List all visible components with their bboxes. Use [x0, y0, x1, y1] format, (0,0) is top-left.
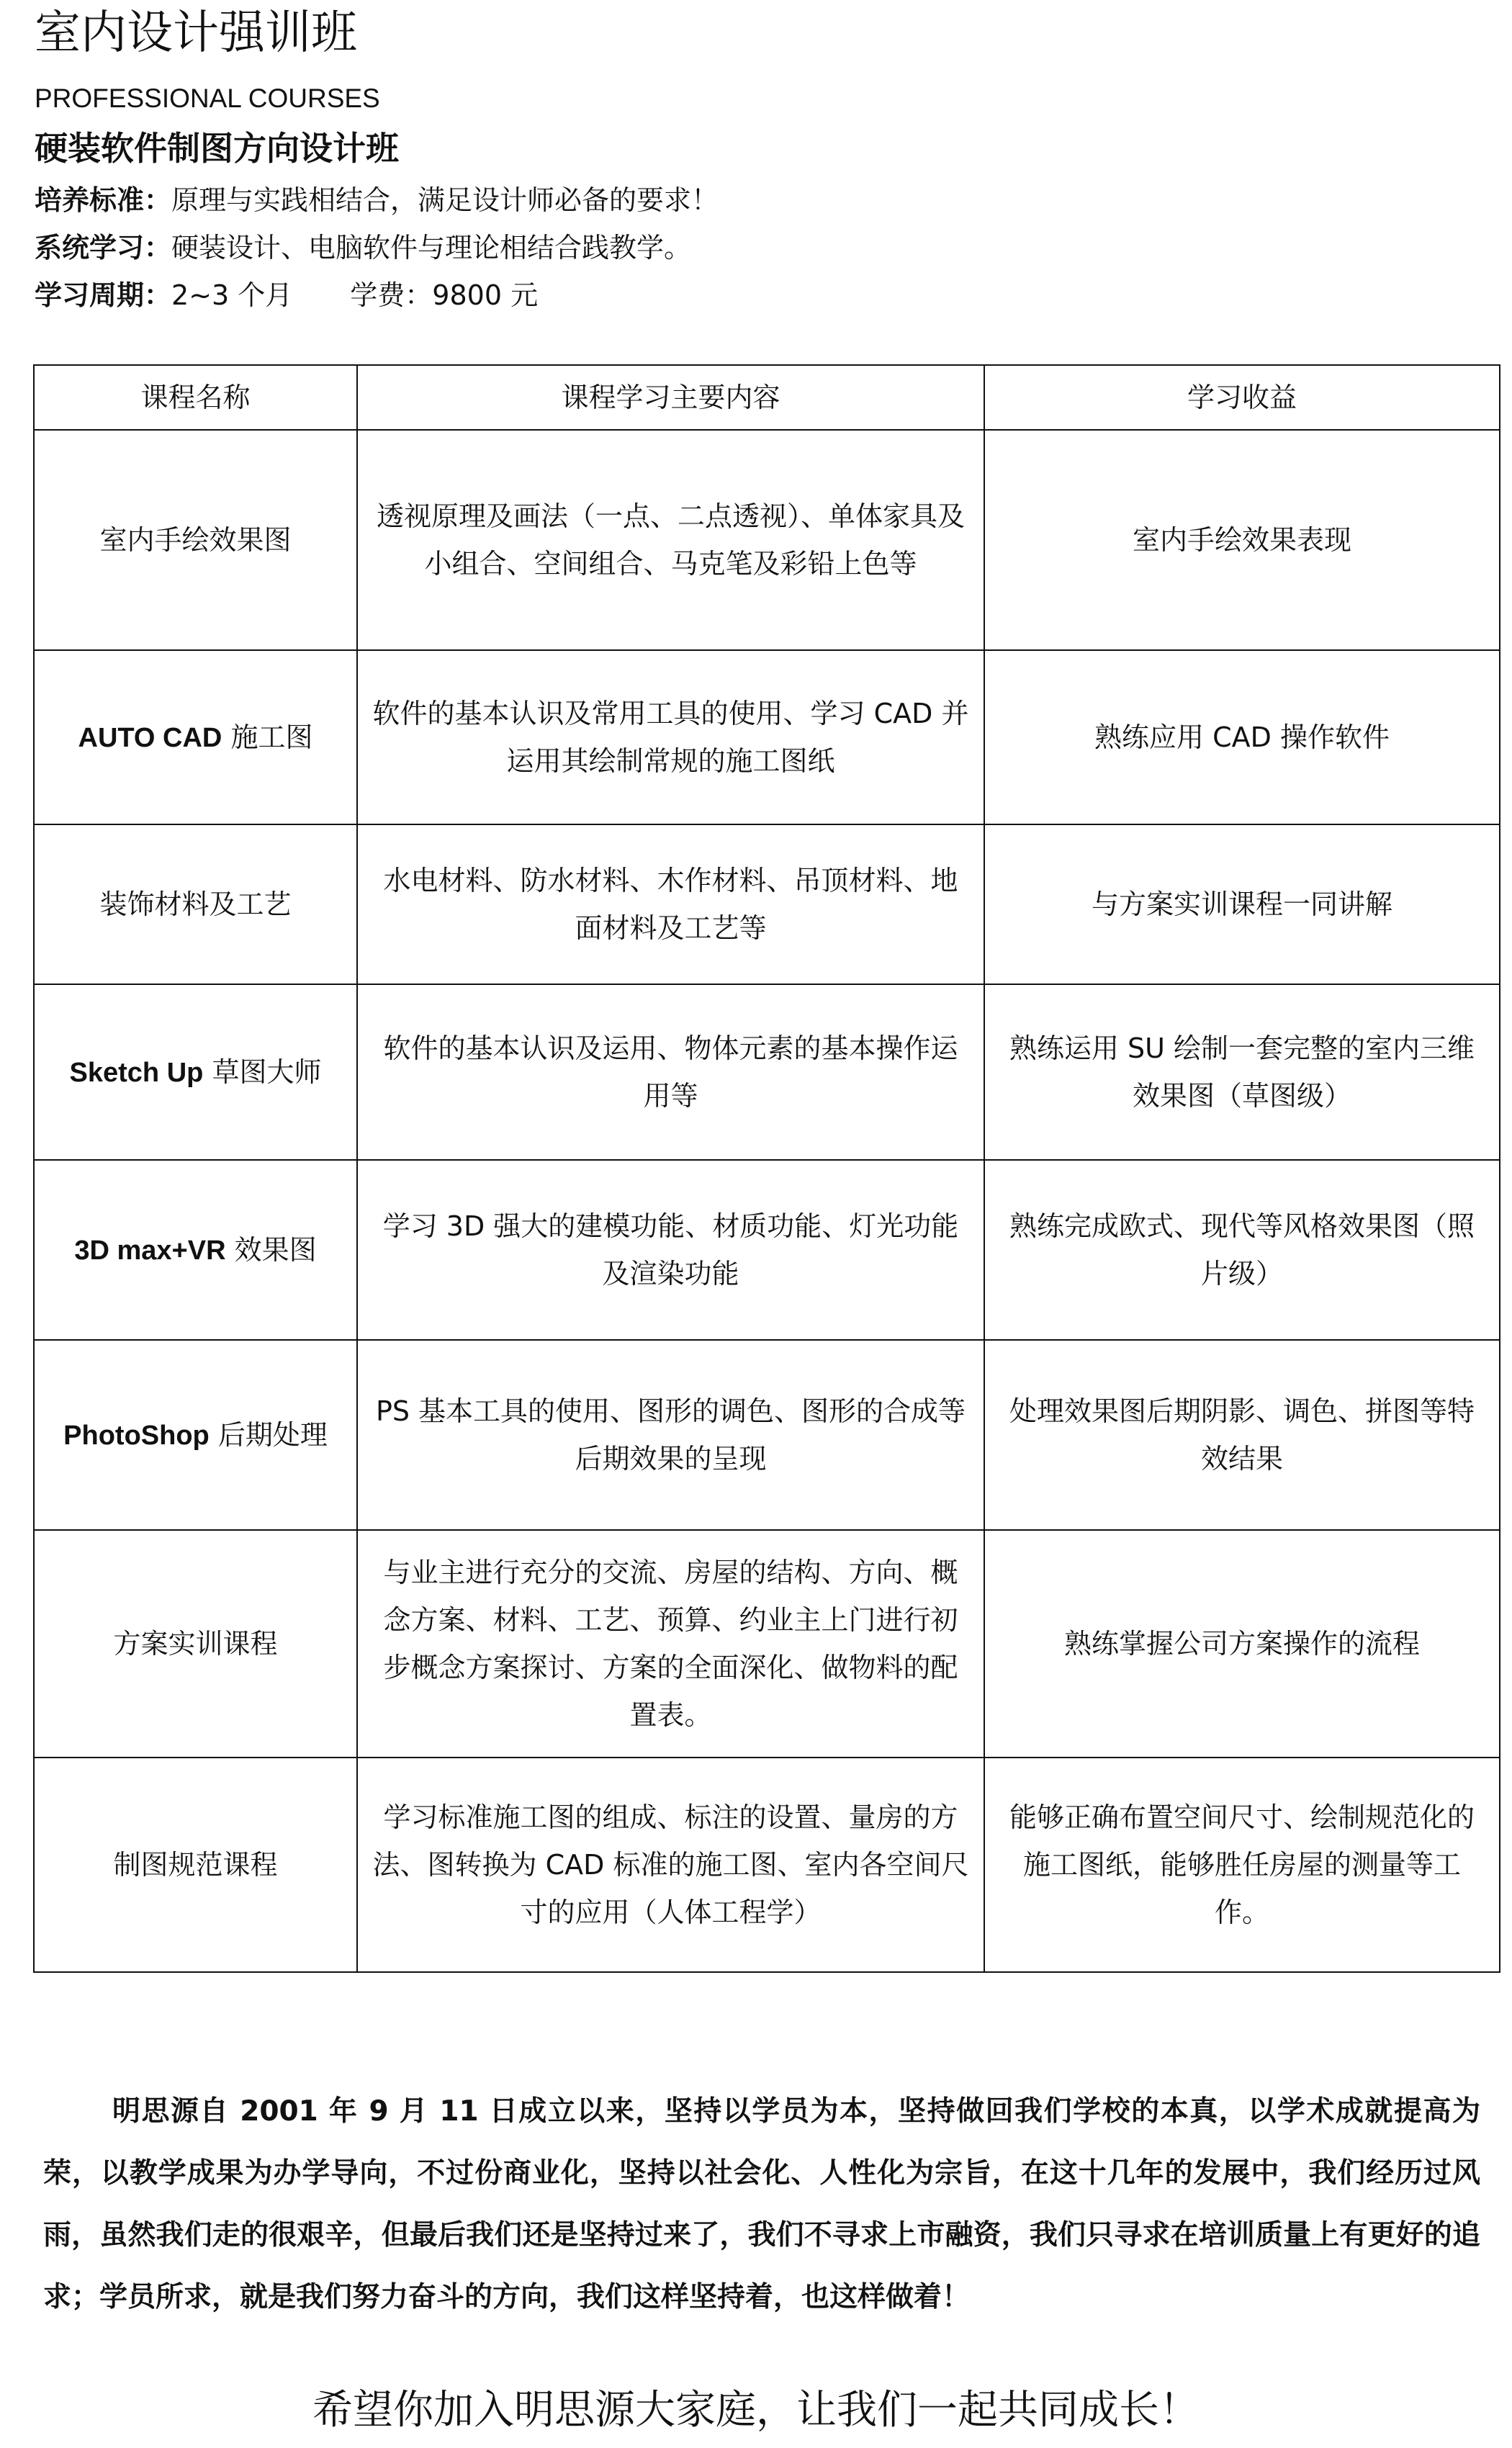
course-benefit-cell: 熟练掌握公司方案操作的流程	[984, 1530, 1500, 1758]
study-period-value: 2~3 个月	[171, 279, 293, 311]
course-name-cn: 效果图	[225, 1233, 317, 1266]
course-content-cell: 水电材料、防水材料、木作材料、吊顶材料、地面材料及工艺等	[357, 824, 984, 984]
table-row	[34, 984, 1500, 1160]
course-name-en: 3D max+VR	[74, 1235, 226, 1266]
course-content-cell: 软件的基本认识及运用、物体元素的基本操作运用等	[357, 984, 984, 1160]
table-row	[34, 650, 1500, 824]
course-name-en: AUTO CAD	[78, 722, 222, 753]
period-fee-line	[35, 275, 538, 315]
course-name-cell	[34, 1160, 357, 1340]
course-name-heading: 硬装软件制图方向设计班	[35, 129, 399, 168]
course-name-cn: 制图规范课程	[113, 1848, 278, 1881]
table-row	[34, 824, 1500, 984]
table-row	[34, 1758, 1500, 1972]
school-introduction-paragraph: 明思源自 2001 年 9 月 11 日成立以来，坚持以学员为本，坚持做回我们学校的本真，以学术成就提高为荣，以教学成果为办学导向，不过份商业化，坚持以社会化、人性化为宗旨，在这十几年的发展中，我们经历过风雨，虽然我们走的很艰辛，但最后我们还是坚持过来了，我们不寻求上市融资，我们只寻求在培训质量上有更好的追求；学员所求，就是我们努力奋斗的方向，我们这样坚持着，也这样做着！	[43, 2095, 1480, 2313]
course-name-cn: 后期处理	[209, 1418, 328, 1451]
course-name-cell	[34, 1530, 357, 1758]
course-benefit-cell: 与方案实训课程一同讲解	[984, 824, 1500, 984]
training-standard-line	[35, 180, 719, 220]
table-row	[34, 1160, 1500, 1340]
course-name-en: PhotoShop	[63, 1420, 210, 1451]
course-name-cell	[34, 650, 357, 824]
course-name-cn: 施工图	[222, 721, 313, 753]
column-header-benefit: 学习收益	[984, 365, 1500, 430]
system-study-line	[35, 228, 691, 268]
closing-slogan: 希望你加入明思源大家庭，让我们一起共同成长！	[312, 2387, 1200, 2434]
course-content-cell: 与业主进行充分的交流、房屋的结构、方向、概念方案、材料、工艺、预算、约业主上门进行初步概念方案探讨、方案的全面深化、做物料的配置表。	[357, 1530, 984, 1758]
course-name-cn: 方案实训课程	[113, 1627, 278, 1660]
course-benefit-cell: 能够正确布置空间尺寸、绘制规范化的施工图纸，能够胜任房屋的测量等工作。	[984, 1758, 1500, 1972]
course-name-cell	[34, 1340, 357, 1530]
subtitle-english: PROFESSIONAL COURSES	[35, 84, 380, 113]
training-standard-text: 原理与实践相结合，满足设计师必备的要求！	[171, 184, 719, 216]
course-table	[33, 364, 1500, 1973]
tuition-fee: 学费：9800 元	[350, 279, 539, 311]
column-header-course: 课程名称	[34, 365, 357, 430]
course-content-cell: 学习标准施工图的组成、标注的设置、量房的方法、图转换为 CAD 标准的施工图、室内各空间尺寸的应用（人体工程学）	[357, 1758, 984, 1972]
table-row	[34, 430, 1500, 650]
course-name-cell	[34, 1758, 357, 1972]
course-content-cell: 软件的基本认识及常用工具的使用、学习 CAD 并运用其绘制常规的施工图纸	[357, 650, 984, 824]
course-benefit-cell: 熟练完成欧式、现代等风格效果图（照片级）	[984, 1160, 1500, 1340]
course-content-cell: 透视原理及画法（一点、二点透视）、单体家具及小组合、空间组合、马克笔及彩铅上色等	[357, 430, 984, 650]
course-benefit-cell: 熟练运用 SU 绘制一套完整的室内三维效果图（草图级）	[984, 984, 1500, 1160]
course-name-cn: 草图大师	[203, 1056, 322, 1088]
course-name-en: Sketch Up	[69, 1057, 204, 1088]
system-study-text: 硬装设计、电脑软件与理论相结合践教学。	[171, 232, 692, 264]
course-name-cn: 室内手绘效果图	[99, 523, 292, 556]
course-name-cell	[34, 984, 357, 1160]
table-header-row	[34, 365, 1500, 430]
training-standard-label: 培养标准：	[35, 184, 172, 216]
course-name-cell	[34, 824, 357, 984]
course-content-cell: PS 基本工具的使用、图形的调色、图形的合成等后期效果的呈现	[357, 1340, 984, 1530]
course-content-cell: 学习 3D 强大的建模功能、材质功能、灯光功能及渲染功能	[357, 1160, 984, 1340]
course-name-cell	[34, 430, 357, 650]
study-period-label: 学习周期：	[35, 279, 172, 311]
course-benefit-cell: 处理效果图后期阴影、调色、拼图等特效结果	[984, 1340, 1500, 1530]
course-name-cn: 装饰材料及工艺	[99, 888, 292, 920]
system-study-label: 系统学习：	[35, 232, 172, 264]
page-title: 室内设计强训班	[35, 6, 357, 60]
table-row	[34, 1340, 1500, 1530]
course-benefit-cell: 室内手绘效果表现	[984, 430, 1500, 650]
course-benefit-cell: 熟练应用 CAD 操作软件	[984, 650, 1500, 824]
column-header-content: 课程学习主要内容	[357, 365, 984, 430]
table-row	[34, 1530, 1500, 1758]
